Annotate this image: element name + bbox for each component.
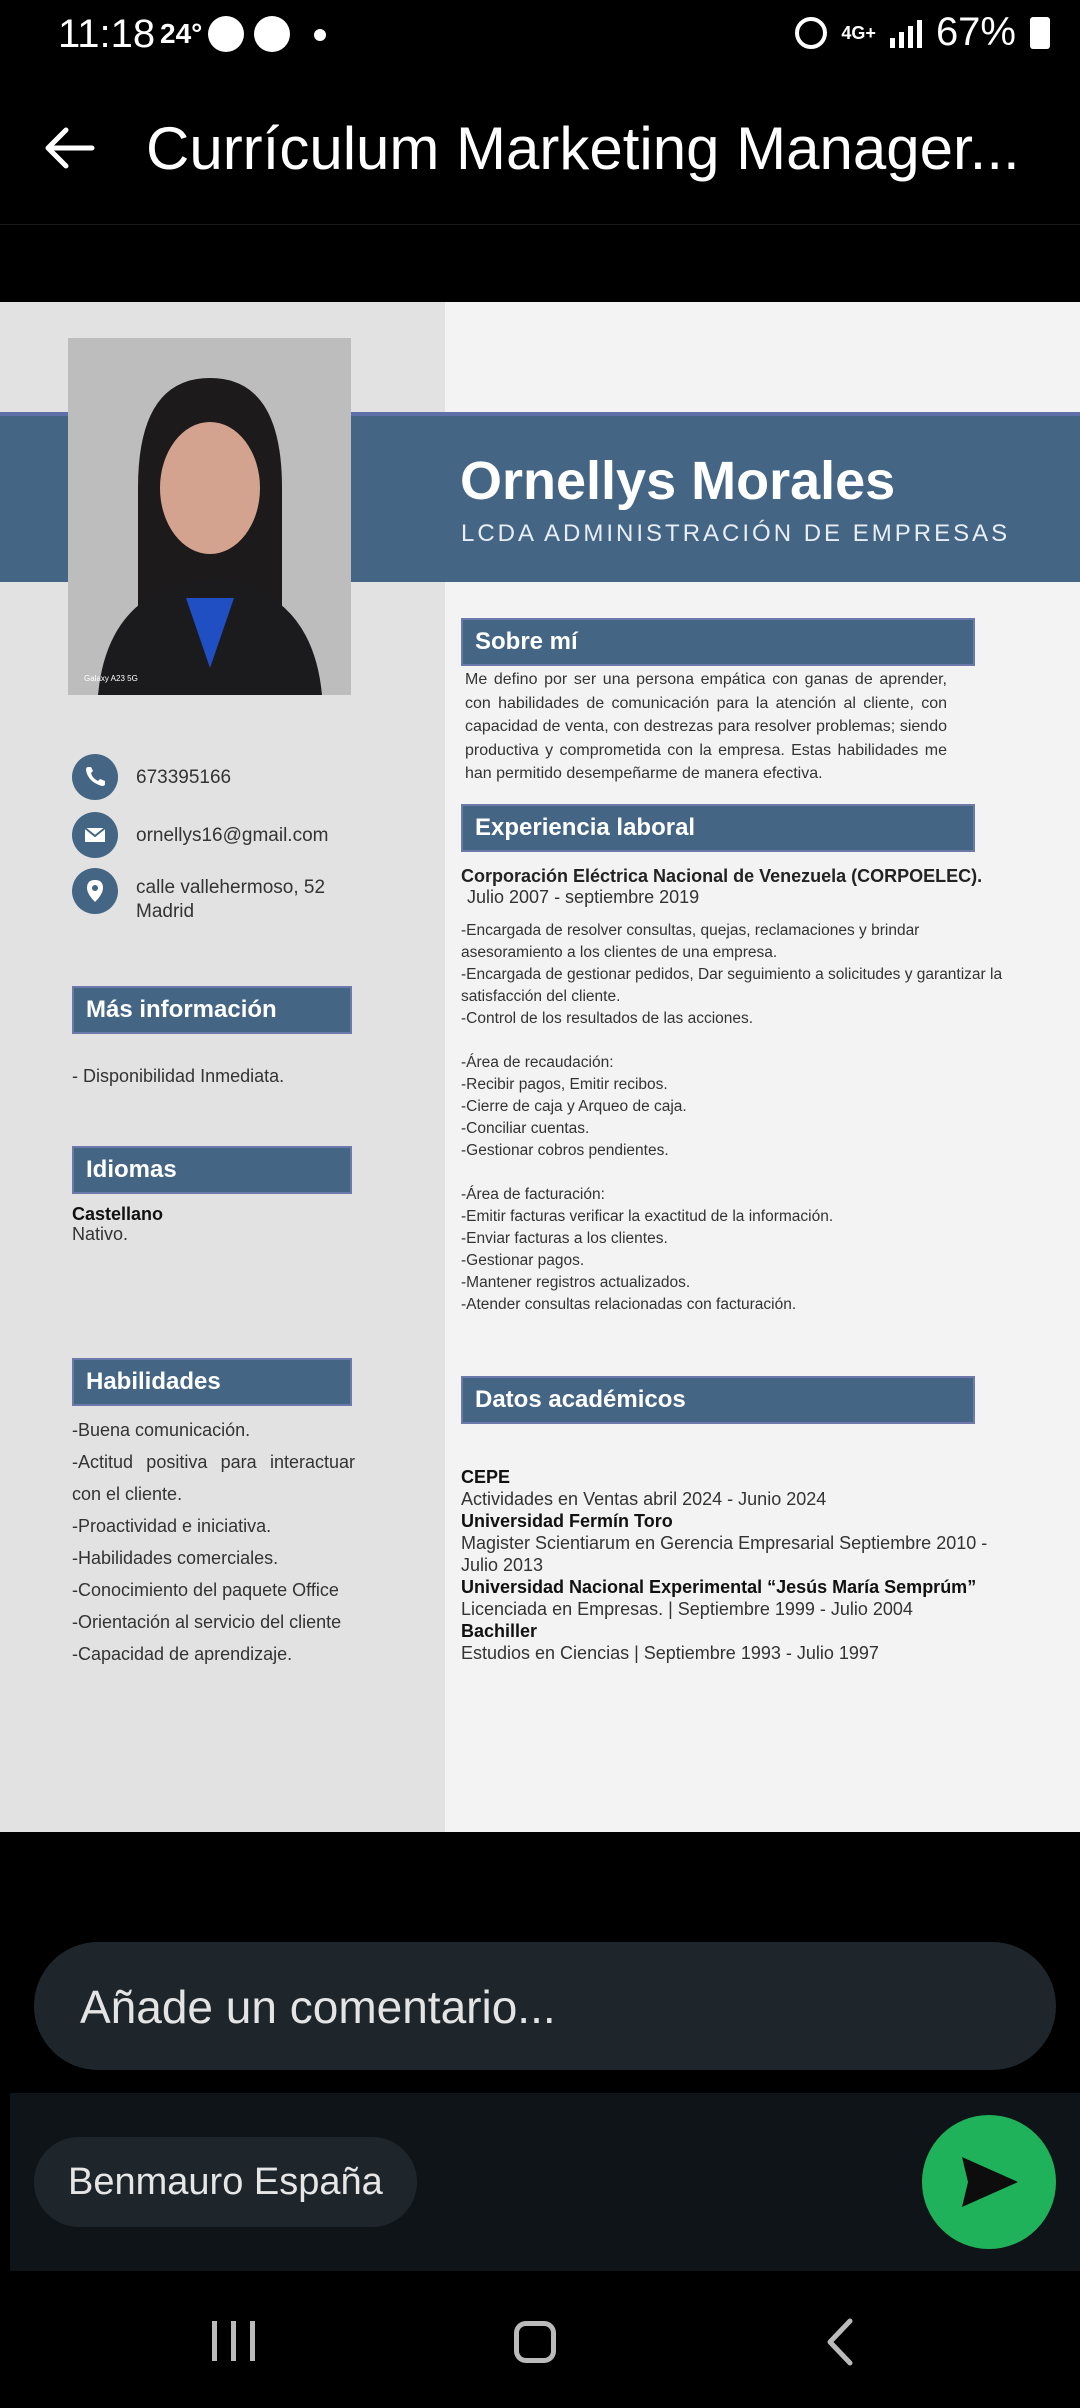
battery-icon (1030, 17, 1050, 49)
app-notification-icon (254, 16, 290, 52)
contact-address: calle vallehermoso, 52 Madrid (72, 868, 325, 924)
system-back-button[interactable] (820, 2317, 860, 2367)
about-text: Me defino por ser una persona empática con ganas de aprender, con habilidades de comunicación para la atención al cliente, con capacidad de venta, con destrezas para resolver problemas; siendo productiva y comprometida con la empresa. Estas habilidades me han permitido desempeñarme de manera efectiva. (465, 671, 947, 782)
back-arrow-icon[interactable] (40, 118, 100, 178)
signal-icon (890, 18, 922, 48)
phone-icon (72, 754, 118, 800)
cv-role: LCDA ADMINISTRACIÓN DE EMPRESAS (461, 520, 1011, 547)
languages-entry: Castellano Nativo. (72, 1204, 164, 1244)
send-icon (922, 2115, 1056, 2249)
section-languages: Idiomas (72, 1146, 352, 1194)
contact-phone: 673395166 (72, 754, 231, 800)
more-notifications-icon (314, 29, 326, 41)
chrome-icon (208, 16, 244, 52)
skills-list (72, 1414, 355, 1670)
contact-email: ornellys16@gmail.com (72, 812, 328, 858)
recipient-chip[interactable]: Benmauro España (34, 2137, 417, 2227)
list-item: Bachiller Estudios en Ciencias | Septiembre 1993 - Julio 1997 (461, 1621, 879, 1663)
recent-apps-button[interactable] (212, 2321, 255, 2361)
comment-placeholder: Añade un comentario... (80, 1981, 556, 2033)
more-info-text: - Disponibilidad Inmediata. (72, 1066, 285, 1086)
location-pin-icon (72, 868, 118, 914)
list-item: -Habilidades comerciales. (72, 1548, 279, 1568)
section-experience: Experiencia laboral (461, 804, 975, 852)
section-about: Sobre mí (461, 618, 975, 666)
experience-entry (461, 866, 1016, 1316)
list-item: -Buena comunicación. (72, 1420, 251, 1440)
profile-photo (68, 338, 351, 695)
list-item: -Conocimiento del paquete Office (72, 1580, 339, 1600)
education-list (461, 1466, 1021, 1664)
cv-name: Ornellys Morales (460, 451, 896, 511)
system-nav-bar (0, 2271, 1080, 2408)
comment-input[interactable] (34, 1942, 1056, 2070)
page-title: Currículum Marketing Manager... (146, 115, 1020, 182)
mail-icon (72, 812, 118, 858)
list-item: CEPE Actividades en Ventas abril 2024 - Junio 2024 (461, 1467, 827, 1509)
section-more-info: Más información (72, 986, 352, 1034)
list-item: Universidad Fermín Toro Magister Scientiarum en Gerencia Empresarial Septiembre 2010 - Julio 2013 (461, 1511, 988, 1575)
send-button[interactable] (922, 2115, 1056, 2249)
job-duties: -Encargada de resolver consultas, quejas, reclamaciones y brindar asesoramiento a los clientes de una empresa. -Encargada de gestionar pedidos, Dar seguimiento a solicitudes y garantizar la satisfacción del cliente. -Control de los resultados de las acciones. -Área de recaudación: -Recibir pagos, Emitir recibos. -Cierre de caja y Arqueo de caja. -Conciliar cuentas. -Gestionar cobros pendientes. -Área de facturación: -Emitir facturas verificar la exactitud de la información. -Enviar facturas a los clientes. -Gestionar pagos. -Mantener registros actualizados. -Atender consultas relacionadas con facturación. (461, 922, 1003, 1313)
status-time: 11:18 (58, 12, 156, 56)
status-bar (0, 0, 1080, 70)
home-button[interactable] (514, 2321, 556, 2363)
job-company: Corporación Eléctrica Nacional de Venezuela (CORPOELEC). (461, 866, 983, 886)
list-item: -Capacidad de aprendizaje. (72, 1644, 293, 1664)
list-item: Universidad Nacional Experimental “Jesús María Semprúm” Licenciada en Empresas. | Septiembre 1999 - Julio 2004 (461, 1577, 977, 1619)
cv-document[interactable] (0, 302, 1080, 1832)
status-temperature: 24° (160, 18, 203, 49)
alarm-icon (795, 17, 827, 49)
list-item: -Proactividad e iniciativa. (72, 1516, 272, 1536)
photo-caption: Galaxy A23 5G (84, 674, 138, 683)
list-item: -Actitud positiva para interactuar con el cliente. (72, 1452, 355, 1504)
job-dates: Julio 2007 - septiembre 2019 (467, 887, 700, 907)
status-right (795, 10, 1050, 55)
send-bar (10, 2093, 1080, 2271)
section-skills: Habilidades (72, 1358, 352, 1406)
network-type: 4G+ (841, 22, 876, 43)
section-education: Datos académicos (461, 1376, 975, 1424)
app-header (0, 70, 1080, 225)
list-item: -Orientación al servicio del cliente (72, 1612, 342, 1632)
battery-percent: 67% (935, 10, 1016, 54)
